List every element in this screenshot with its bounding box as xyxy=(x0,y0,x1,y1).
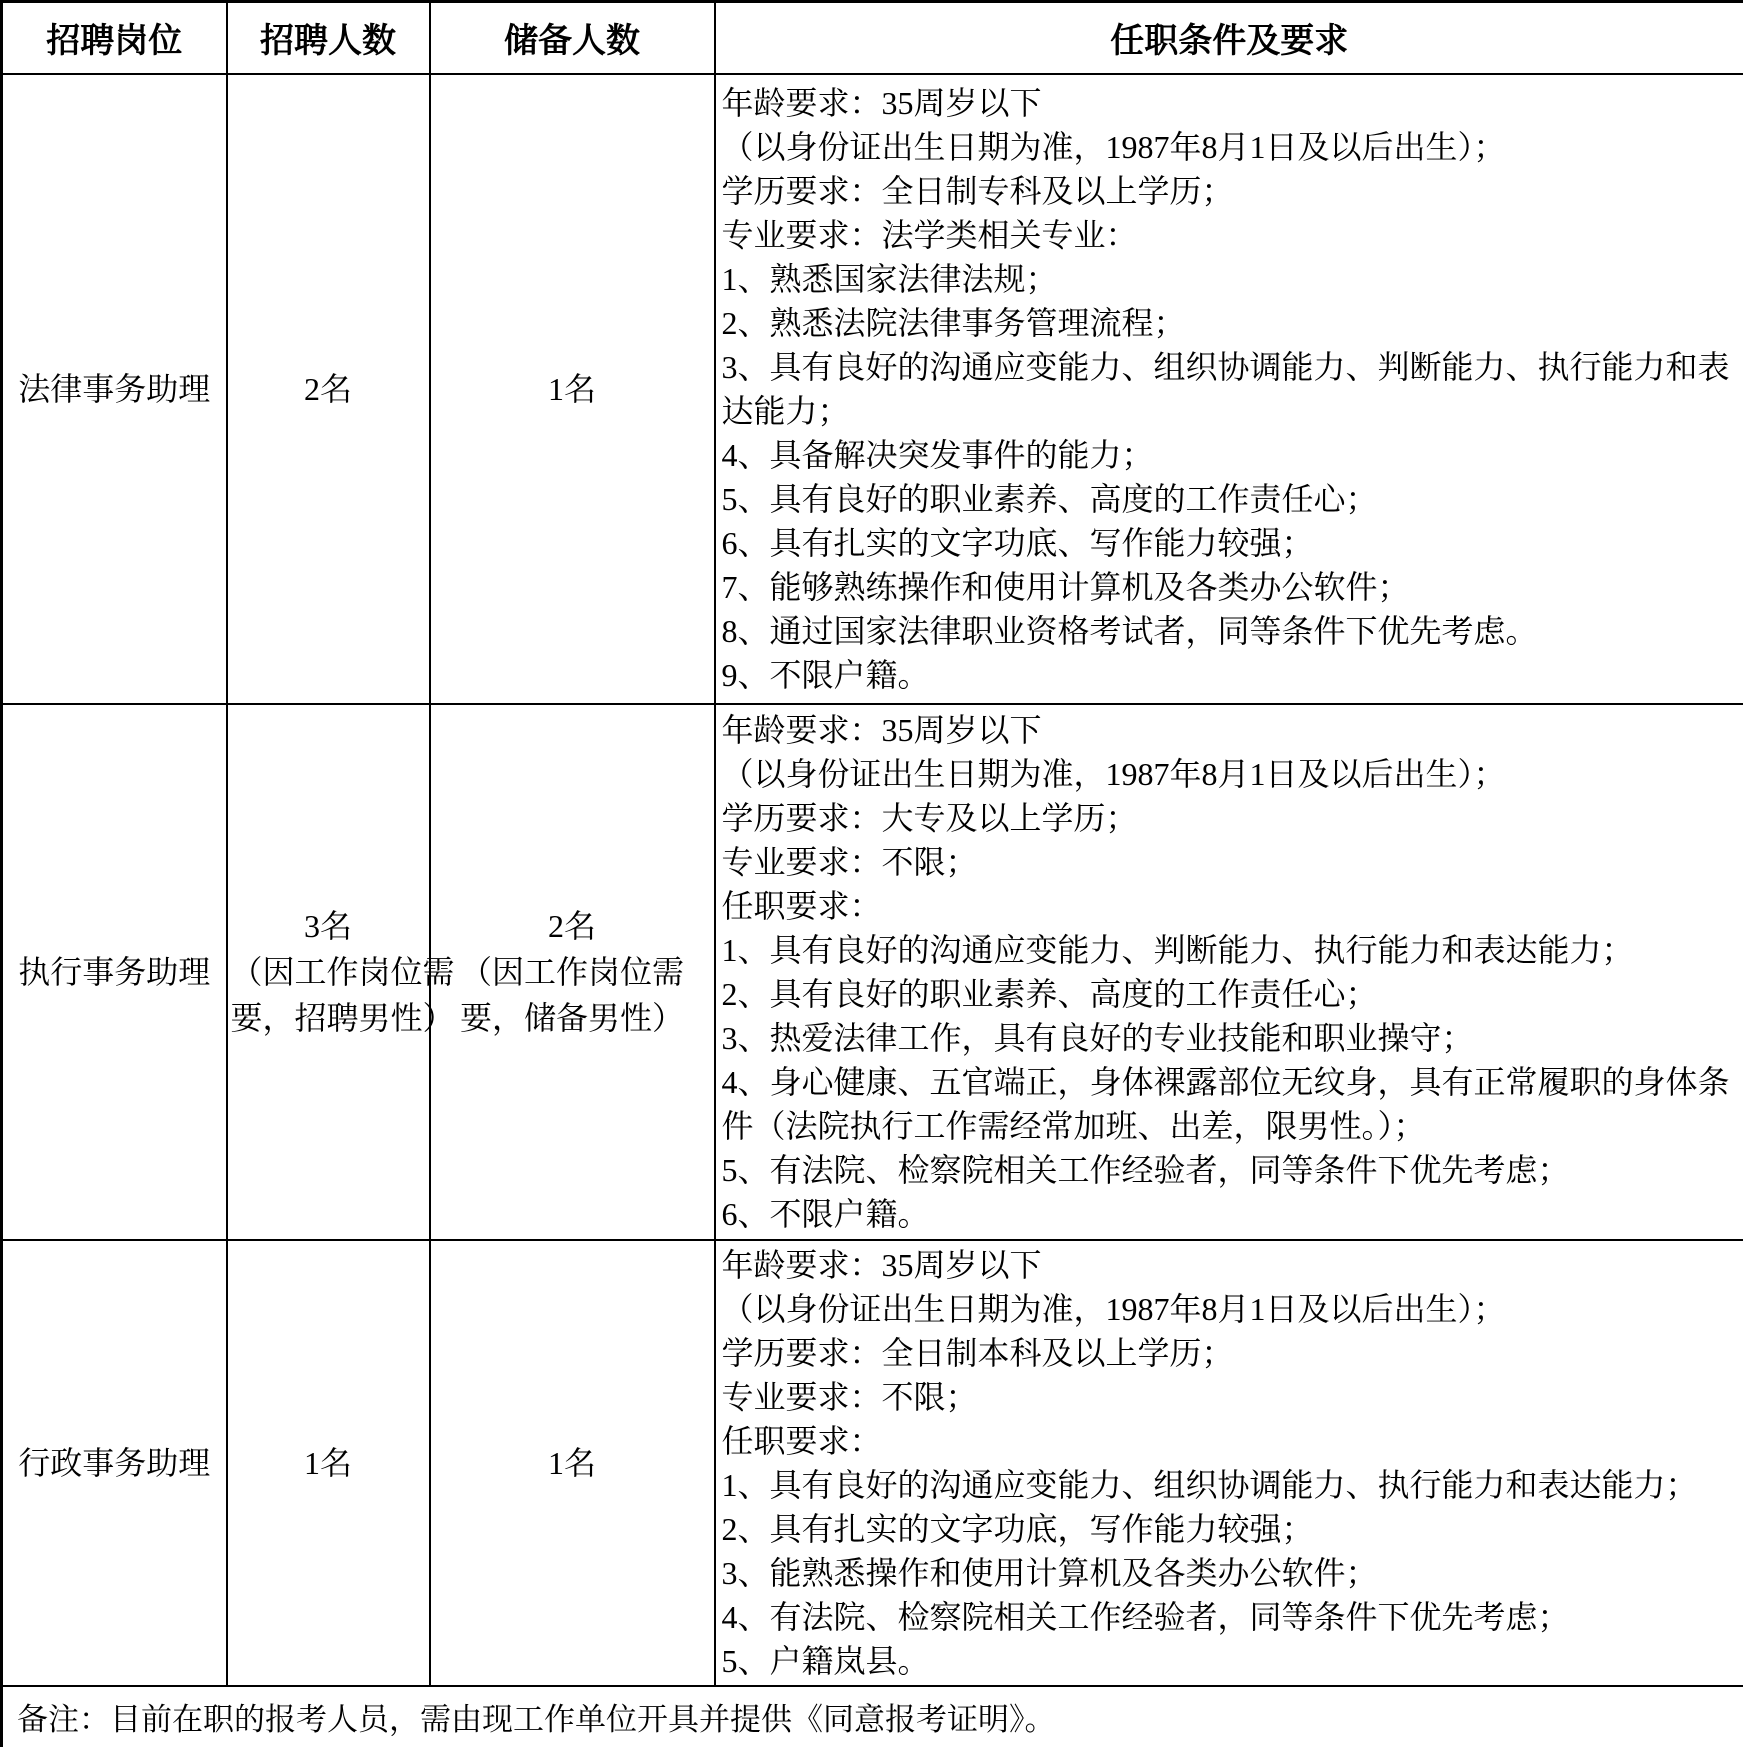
requirement-line: （以身份证出生日期为准，1987年8月1日及以后出生）； xyxy=(721,1290,1506,1327)
requirement-line: 1、熟悉国家法律法规； xyxy=(721,260,1058,297)
requirements-list xyxy=(722,81,1736,697)
requirements-list xyxy=(722,708,1736,1236)
requirements-cell xyxy=(715,1240,1743,1686)
requirement-line: 4、具备解决突发事件的能力； xyxy=(721,436,1154,473)
recruit-count: 1名 xyxy=(303,1444,352,1481)
requirements-list xyxy=(722,1243,1736,1683)
header-requirements: 任职条件及要求 xyxy=(715,2,1743,74)
requirement-line: 2、熟悉法院法律事务管理流程； xyxy=(721,304,1186,341)
requirement-line: 专业要求：不限； xyxy=(721,1378,978,1415)
requirement-line: （以身份证出生日期为准，1987年8月1日及以后出生）； xyxy=(721,128,1506,165)
requirement-line: 1、具有良好的沟通应变能力、判断能力、执行能力和表达能力； xyxy=(721,931,1634,968)
recruit-count-cell xyxy=(227,74,430,704)
reserve-count-note: （因工作岗位需要，储备男性） xyxy=(459,953,684,1036)
position-label: 执行事务助理 xyxy=(18,953,211,990)
table-row-enforcement-affairs-assistant xyxy=(2,704,1743,1240)
header-recruit-count: 招聘人数 xyxy=(227,2,430,74)
requirement-line: 6、不限户籍。 xyxy=(721,1195,930,1232)
position-cell xyxy=(2,74,227,704)
reserve-count: 1名 xyxy=(547,1444,596,1481)
header-position: 招聘岗位 xyxy=(2,2,227,74)
header-reserve-count: 储备人数 xyxy=(430,2,715,74)
position-cell xyxy=(2,1240,227,1686)
recruit-count: 3名 xyxy=(303,907,352,944)
requirement-line: 任职要求： xyxy=(721,1422,882,1459)
requirement-line: 2、具有良好的职业素养、高度的工作责任心； xyxy=(721,975,1378,1012)
recruit-count-cell xyxy=(227,704,455,1240)
requirement-line: 7、能够熟练操作和使用计算机及各类办公软件； xyxy=(721,568,1410,605)
requirement-line: 学历要求：大专及以上学历； xyxy=(721,799,1138,836)
reserve-count-cell xyxy=(430,74,715,704)
reserve-count: 1名 xyxy=(547,370,596,407)
reserve-count-cell xyxy=(430,1240,715,1686)
requirement-line: 3、具有良好的沟通应变能力、组织协调能力、判断能力、执行能力和表达能力； xyxy=(721,348,1730,429)
footer-note: 备注：目前在职的报考人员，需由现工作单位开具并提供《同意报考证明》。 xyxy=(2,1686,1743,1747)
position-cell xyxy=(2,704,227,1240)
requirements-cell xyxy=(715,704,1743,1240)
requirement-line: 3、能熟悉操作和使用计算机及各类办公软件； xyxy=(721,1554,1378,1591)
requirement-line: 8、通过国家法律职业资格考试者，同等条件下优先考虑。 xyxy=(721,612,1538,649)
recruit-count: 2名 xyxy=(303,370,352,407)
requirement-line: 年龄要求：35周岁以下 xyxy=(721,1246,1042,1283)
reserve-count: 2名 xyxy=(547,907,596,944)
requirement-line: 专业要求：法学类相关专业： xyxy=(721,216,1138,253)
requirement-line: 专业要求：不限； xyxy=(721,843,978,880)
table-footer-row xyxy=(2,1686,1743,1747)
requirement-line: 4、身心健康、五官端正，身体裸露部位无纹身，具有正常履职的身体条件（法院执行工作需经常加班、出差，限男性。）； xyxy=(721,1063,1730,1144)
requirement-line: 3、热爱法律工作，具有良好的专业技能和职业操守； xyxy=(721,1019,1474,1056)
requirement-line: 5、具有良好的职业素养、高度的工作责任心； xyxy=(721,480,1378,517)
requirement-line: 5、户籍岚县。 xyxy=(721,1642,930,1679)
table-header-row xyxy=(2,2,1743,74)
requirement-line: 2、具有扎实的文字功底，写作能力较强； xyxy=(721,1510,1314,1547)
requirement-line: （以身份证出生日期为准，1987年8月1日及以后出生）； xyxy=(721,755,1506,792)
table-row-administrative-affairs-assistant xyxy=(2,1240,1743,1686)
requirement-line: 任职要求： xyxy=(721,887,882,924)
reserve-count-cell xyxy=(430,704,715,1240)
requirement-line: 学历要求：全日制专科及以上学历； xyxy=(721,172,1234,209)
requirement-line: 年龄要求：35周岁以下 xyxy=(721,84,1042,121)
requirements-cell xyxy=(715,74,1743,704)
requirement-line: 9、不限户籍。 xyxy=(721,656,930,693)
recruit-count-cell xyxy=(227,1240,430,1686)
requirement-line: 4、有法院、检察院相关工作经验者，同等条件下优先考虑； xyxy=(721,1598,1570,1635)
table-row-legal-affairs-assistant xyxy=(2,74,1743,704)
requirement-line: 1、具有良好的沟通应变能力、组织协调能力、执行能力和表达能力； xyxy=(721,1466,1698,1503)
position-label: 法律事务助理 xyxy=(18,370,211,407)
position-label: 行政事务助理 xyxy=(18,1444,211,1481)
requirement-line: 5、有法院、检察院相关工作经验者，同等条件下优先考虑； xyxy=(721,1151,1570,1188)
requirement-line: 6、具有扎实的文字功底、写作能力较强； xyxy=(721,524,1314,561)
requirement-line: 学历要求：全日制本科及以上学历； xyxy=(721,1334,1234,1371)
recruit-count-note: （因工作岗位需要，招聘男性） xyxy=(230,953,455,1036)
requirement-line: 年龄要求：35周岁以下 xyxy=(721,711,1042,748)
